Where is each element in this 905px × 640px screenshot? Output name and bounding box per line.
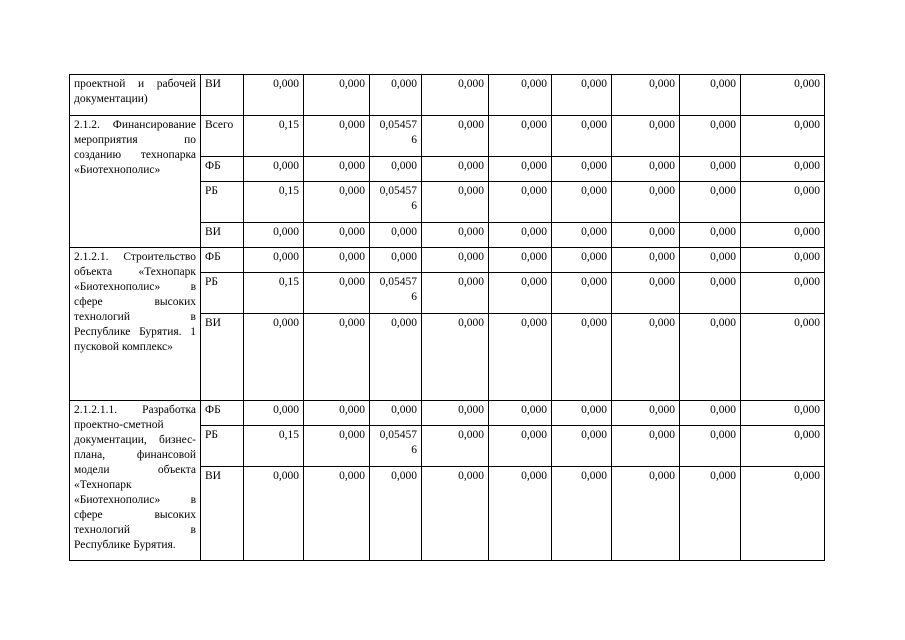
value-cell: 0,000 [741, 401, 825, 426]
value-cell: 0,000 [489, 314, 552, 401]
value-cell: 0,000 [244, 75, 304, 116]
value-cell: 0,000 [612, 314, 680, 401]
value-cell: 0,000 [304, 426, 370, 467]
value-cell: 0,000 [741, 223, 825, 248]
value-cell: 0,000 [370, 248, 422, 273]
value-cell: 0,000 [741, 467, 825, 561]
value-cell: 0,000 [741, 116, 825, 157]
value-cell: 0,000 [422, 223, 489, 248]
value-cell: 0,000 [422, 273, 489, 314]
value-cell: 0,000 [422, 426, 489, 467]
value-cell: 0,000 [489, 426, 552, 467]
row-description: 2.1.2.1.1. Разработка проектно-сметной документации, бизнес-плана, финансовой модели объекта «Технопарк «Биотехнополис» в сфере высоких технологий в Республике Бурятия. [70, 401, 201, 561]
value-cell: 0,000 [304, 116, 370, 157]
value-cell: 0,000 [489, 248, 552, 273]
value-cell: 0,000 [680, 182, 741, 223]
value-cell: 0,000 [304, 401, 370, 426]
value-cell: 0,000 [680, 426, 741, 467]
value-cell: 0,000 [489, 273, 552, 314]
value-cell: 0,000 [680, 157, 741, 182]
value-cell: 0,000 [489, 75, 552, 116]
value-cell: 0,000 [612, 75, 680, 116]
value-cell: 0,000 [489, 182, 552, 223]
value-cell: 0,000 [370, 223, 422, 248]
value-cell: 0,000 [741, 182, 825, 223]
value-cell: 0,000 [552, 116, 612, 157]
funding-source: РБ [201, 426, 244, 467]
value-cell: 0,000 [741, 314, 825, 401]
value-cell: 0,000 [422, 467, 489, 561]
value-cell: 0,000 [370, 401, 422, 426]
value-cell: 0,000 [244, 223, 304, 248]
value-cell: 0,000 [422, 75, 489, 116]
budget-table [69, 74, 825, 561]
value-cell: 0,000 [489, 223, 552, 248]
value-cell: 0,000 [552, 182, 612, 223]
value-cell: 0,000 [422, 116, 489, 157]
table-row [70, 401, 825, 426]
value-cell: 0,15 [244, 273, 304, 314]
table-row [70, 248, 825, 273]
value-cell: 0,000 [680, 248, 741, 273]
funding-source: РБ [201, 182, 244, 223]
value-cell: 0,000 [612, 426, 680, 467]
value-cell: 0,000 [370, 157, 422, 182]
value-cell: 0,000 [741, 157, 825, 182]
value-cell: 0,000 [244, 401, 304, 426]
value-cell: 0,000 [680, 314, 741, 401]
value-cell: 0,000 [552, 223, 612, 248]
value-cell: 0,000 [552, 467, 612, 561]
value-cell: 0,000 [304, 314, 370, 401]
value-cell: 0,000 [552, 314, 612, 401]
table-row [70, 75, 825, 116]
value-cell: 0,000 [489, 401, 552, 426]
value-cell: 0,000 [370, 75, 422, 116]
value-cell: 0,000 [680, 467, 741, 561]
value-cell: 0,000 [552, 401, 612, 426]
value-cell: 0,054576 [370, 273, 422, 314]
funding-source: ВИ [201, 223, 244, 248]
value-cell: 0,000 [680, 273, 741, 314]
row-description: проектной и рабочей документации) [70, 75, 201, 116]
value-cell: 0,054576 [370, 426, 422, 467]
value-cell: 0,000 [304, 223, 370, 248]
value-cell: 0,000 [552, 157, 612, 182]
value-cell: 0,000 [612, 223, 680, 248]
value-cell: 0,000 [612, 401, 680, 426]
value-cell: 0,000 [680, 75, 741, 116]
value-cell: 0,000 [422, 157, 489, 182]
value-cell: 0,000 [680, 401, 741, 426]
value-cell: 0,000 [304, 467, 370, 561]
value-cell: 0,000 [370, 314, 422, 401]
funding-source: ФБ [201, 248, 244, 273]
value-cell: 0,000 [304, 75, 370, 116]
value-cell: 0,000 [422, 248, 489, 273]
value-cell: 0,000 [304, 157, 370, 182]
value-cell: 0,000 [680, 223, 741, 248]
value-cell: 0,054576 [370, 182, 422, 223]
value-cell: 0,000 [612, 182, 680, 223]
value-cell: 0,15 [244, 116, 304, 157]
funding-source: ВИ [201, 314, 244, 401]
value-cell: 0,000 [680, 116, 741, 157]
value-cell: 0,000 [741, 426, 825, 467]
value-cell: 0,000 [422, 182, 489, 223]
value-cell: 0,000 [244, 157, 304, 182]
value-cell: 0,000 [422, 314, 489, 401]
value-cell: 0,000 [489, 157, 552, 182]
funding-source: ФБ [201, 401, 244, 426]
value-cell: 0,000 [304, 182, 370, 223]
value-cell: 0,000 [552, 426, 612, 467]
row-description: 2.1.2.1. Строительство объекта «Технопарк «Биотехнополис» в сфере высоких технологий в Республике Бурятия. 1 пусковой комплекс» [70, 248, 201, 401]
value-cell: 0,000 [244, 248, 304, 273]
value-cell: 0,054576 [370, 116, 422, 157]
funding-source: ВИ [201, 467, 244, 561]
value-cell: 0,000 [370, 467, 422, 561]
value-cell: 0,000 [552, 75, 612, 116]
value-cell: 0,000 [612, 157, 680, 182]
funding-source: ФБ [201, 157, 244, 182]
row-description: 2.1.2. Финансирование мероприятия по созданию технопарка «Биотехнополис» [70, 116, 201, 248]
value-cell: 0,000 [741, 273, 825, 314]
value-cell: 0,000 [612, 273, 680, 314]
funding-source: Всего [201, 116, 244, 157]
value-cell: 0,000 [489, 116, 552, 157]
value-cell: 0,000 [612, 116, 680, 157]
value-cell: 0,000 [552, 248, 612, 273]
value-cell: 0,000 [244, 314, 304, 401]
value-cell: 0,15 [244, 426, 304, 467]
value-cell: 0,000 [304, 248, 370, 273]
table-row [70, 116, 825, 157]
value-cell: 0,000 [612, 467, 680, 561]
funding-source: РБ [201, 273, 244, 314]
funding-source: ВИ [201, 75, 244, 116]
value-cell: 0,000 [304, 273, 370, 314]
value-cell: 0,000 [422, 401, 489, 426]
value-cell: 0,000 [741, 75, 825, 116]
value-cell: 0,000 [612, 248, 680, 273]
value-cell: 0,000 [489, 467, 552, 561]
value-cell: 0,000 [244, 467, 304, 561]
value-cell: 0,15 [244, 182, 304, 223]
value-cell: 0,000 [552, 273, 612, 314]
value-cell: 0,000 [741, 248, 825, 273]
